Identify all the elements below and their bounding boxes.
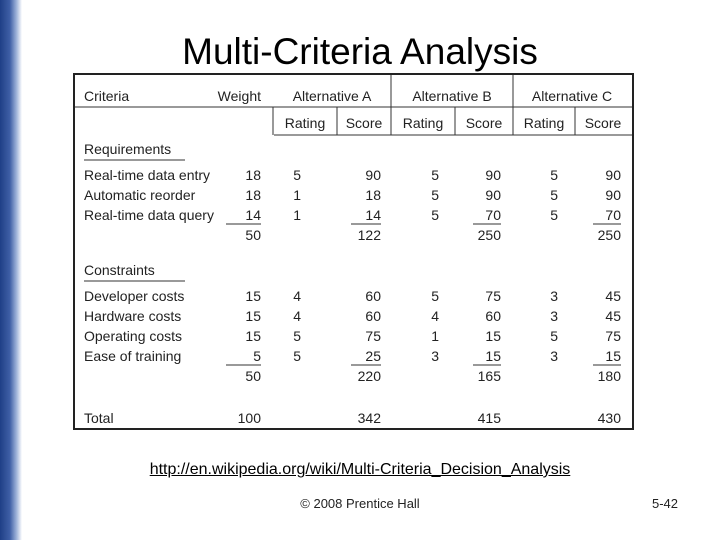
rating-value: 5 [550,167,558,183]
header-score: Score [465,115,503,131]
weight-value: 15 [245,328,261,344]
subtotal-score: 250 [597,227,621,243]
score-value: 75 [605,328,621,344]
score-value: 15 [605,348,621,364]
copyright-footer: © 2008 Prentice Hall [300,496,420,511]
rating-value: 5 [550,187,558,203]
rating-value: 3 [550,288,558,304]
rating-value: 5 [431,288,439,304]
header-rating: Rating [523,115,565,131]
score-value: 15 [485,348,501,364]
score-value: 75 [485,288,501,304]
score-value: 18 [365,187,381,203]
rating-value: 5 [293,328,301,344]
criteria-table [73,73,634,430]
weight-value: 15 [245,308,261,324]
rating-value: 1 [293,207,301,223]
header-alternative: Alternative B [412,88,492,104]
score-value: 75 [365,328,381,344]
total-score: 415 [477,410,501,426]
subtotal-score: 165 [477,368,501,384]
total-weight: 100 [237,410,261,426]
rating-value: 5 [431,187,439,203]
weight-value: 15 [245,288,261,304]
section-heading: Requirements [84,141,172,157]
score-value: 60 [365,308,381,324]
score-value: 45 [605,308,621,324]
rating-value: 4 [293,308,301,324]
score-value: 90 [485,167,501,183]
criteria-label: Real-time data query [84,207,214,223]
weight-value: 18 [245,167,261,183]
score-value: 90 [605,187,621,203]
subtotal-score: 250 [477,227,501,243]
subtotal-score: 180 [597,368,621,384]
subtotal-score: 220 [357,368,381,384]
score-value: 14 [365,207,381,223]
header-weight: Weight [217,88,261,104]
rating-value: 5 [550,328,558,344]
subtotal-weight: 50 [245,368,261,384]
weight-value: 18 [245,187,261,203]
criteria-label: Hardware costs [84,308,182,324]
rating-value: 5 [293,348,301,364]
rating-value: 4 [293,288,301,304]
criteria-label: Ease of training [84,348,182,364]
criteria-label: Real-time data entry [84,167,211,183]
rating-value: 5 [550,207,558,223]
criteria-table-graphic [75,75,632,428]
score-value: 90 [605,167,621,183]
rating-value: 3 [550,348,558,364]
score-value: 60 [485,308,501,324]
header-criteria: Criteria [84,88,130,104]
rating-value: 5 [431,207,439,223]
header-score: Score [584,115,622,131]
rating-value: 1 [431,328,439,344]
rating-value: 3 [431,348,439,364]
criteria-label: Automatic reorder [84,187,196,203]
rating-value: 4 [431,308,439,324]
score-value: 90 [485,187,501,203]
rating-value: 5 [431,167,439,183]
header-rating: Rating [402,115,444,131]
header-alternative: Alternative C [531,88,613,104]
criteria-label: Operating costs [84,328,183,344]
score-value: 25 [365,348,381,364]
subtotal-weight: 50 [245,227,261,243]
total-score: 430 [597,410,621,426]
header-rating: Rating [284,115,326,131]
slide-number: 5-42 [651,496,678,511]
side-decoration-bar [0,0,22,540]
score-value: 45 [605,288,621,304]
header-score: Score [345,115,383,131]
score-value: 60 [365,288,381,304]
score-value: 90 [365,167,381,183]
header-alternative: Alternative A [292,88,372,104]
weight-value: 5 [253,348,261,364]
rating-value: 1 [293,187,301,203]
criteria-label: Developer costs [84,288,185,304]
total-label: Total [84,410,114,426]
reference-link[interactable]: http://en.wikipedia.org/wiki/Multi-Criteria_Decision_Analysis [149,461,571,478]
total-score: 342 [357,410,381,426]
weight-value: 14 [245,207,261,223]
section-heading: Constraints [84,262,155,278]
score-value: 70 [605,207,621,223]
score-value: 15 [485,328,501,344]
rating-value: 3 [550,308,558,324]
subtotal-score: 122 [357,227,381,243]
score-value: 70 [485,207,501,223]
rating-value: 5 [293,167,301,183]
slide-title: Multi-Criteria Analysis [182,31,538,72]
